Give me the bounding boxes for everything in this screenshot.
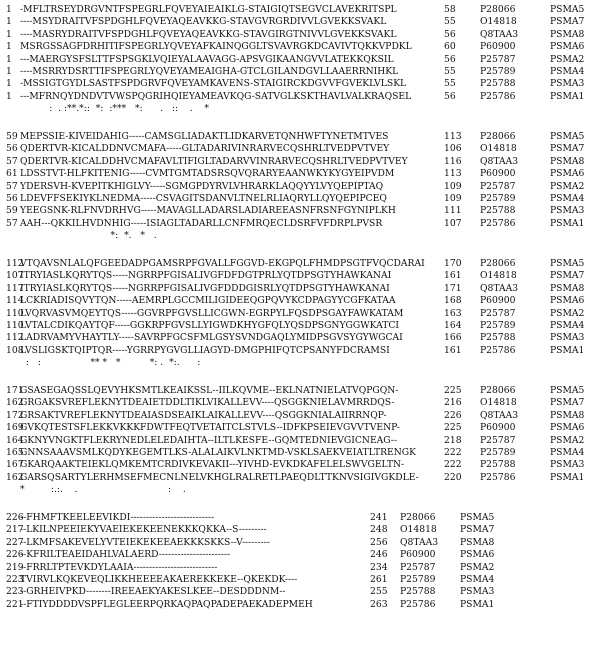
row-start-number: 165 (6, 447, 24, 458)
row-start-number: 107 (6, 270, 24, 282)
accession-id: P25787 (480, 180, 516, 192)
row-end-number: 220 (444, 471, 462, 483)
sequence-row (0, 599, 600, 610)
accession-id: P25788 (480, 332, 516, 344)
sequence-text: MEPSSIE-KIVEIDAHIG-----CAMSGLIADAKTLIDKARVETQNHWFTYNETMTVES (20, 131, 389, 142)
row-start-number: 167 (6, 459, 24, 471)
sequence-text: GRGAKSVREFLEKNYTDEAIETDDLTIKLVIKALLEVV----QSGGKNIELAVMRRDQS- (20, 397, 395, 409)
protein-name: PSMA1 (550, 217, 585, 229)
row-start-number: 61 (6, 168, 18, 180)
protein-name: PSMA4 (550, 447, 585, 458)
accession-id: P25786 (400, 598, 436, 610)
row-start-number: 59 (6, 131, 18, 142)
accession-id: P25787 (480, 307, 516, 319)
row-end-number: 241 (370, 512, 388, 523)
sequence-row (0, 295, 600, 306)
protein-name: PSMA1 (460, 598, 495, 610)
accession-id: P28066 (480, 258, 516, 269)
accession-id: O14818 (480, 143, 517, 155)
row-end-number: 168 (444, 295, 462, 307)
row-end-number: 234 (370, 561, 388, 573)
row-end-number: 106 (444, 143, 462, 155)
row-start-number: 223 (6, 574, 24, 585)
row-start-number: 57 (6, 155, 18, 167)
protein-name: PSMA5 (550, 4, 585, 15)
protein-name: PSMA6 (550, 41, 585, 53)
sequence-text: YEEGSNK-RLFNVDRHVG-----MAVAGLLADARSLADIAREEASNFRSNFGYNIPLKH (20, 205, 396, 217)
row-end-number: 55 (444, 78, 456, 90)
sequence-row (0, 397, 600, 408)
row-end-number: 225 (444, 385, 462, 396)
protein-name: PSMA7 (550, 270, 585, 282)
row-end-number: 166 (444, 332, 462, 344)
sequence-text: VTQAVSNLALQFGEEDADPGAMSRPFGVALLFGGVD-EKGPQLFHMDPSGTFVQCDARAI (20, 258, 425, 269)
row-start-number: 221 (6, 598, 24, 610)
sequence-row (0, 29, 600, 40)
sequence-row (0, 320, 600, 331)
protein-name: PSMA7 (550, 143, 585, 155)
accession-id: O14818 (480, 397, 517, 409)
row-end-number: 109 (444, 180, 462, 192)
accession-id: Q8TAA3 (480, 409, 519, 421)
row-end-number: 170 (444, 258, 462, 269)
accession-id: P25788 (480, 459, 516, 471)
protein-name: PSMA5 (550, 258, 585, 269)
sequence-text: LVTALCDIKQAYTQF-----GGKRPFGVSLLYIGWDKHYGFQLYQSDPSGNYGGWKATCI (20, 320, 400, 331)
protein-name: PSMA8 (550, 409, 585, 421)
sequence-text: -MSSIGTGYDLSASTFSPDGRVFQVEYAMKAVENS-STAIGIRCKDGVVFGVEKLVLSKL (20, 78, 407, 90)
row-end-number: 60 (444, 41, 456, 53)
protein-name: PSMA7 (460, 524, 495, 536)
protein-name: PSMA5 (550, 131, 585, 142)
protein-name: PSMA2 (550, 53, 585, 65)
accession-id: P28066 (480, 385, 516, 396)
sequence-row (0, 345, 600, 356)
protein-name: PSMA6 (550, 422, 585, 434)
accession-id: P25786 (480, 471, 516, 483)
row-start-number: 227 (6, 536, 24, 548)
sequence-text: GKARQAAKTEIEKLQMKEMTCRDIVKEVAKII---YIVHD-EVKDKAFELELSWVGELTN- (20, 459, 405, 471)
protein-name: PSMA1 (550, 344, 585, 356)
sequence-row (0, 131, 600, 142)
sequence-row (0, 143, 600, 154)
protein-name: PSMA6 (460, 549, 495, 561)
protein-name: PSMA4 (550, 66, 585, 77)
sequence-row (0, 156, 600, 167)
protein-name: PSMA2 (550, 180, 585, 192)
row-end-number: 58 (444, 4, 456, 15)
sequence-text: --LKMFSAKEVELYVTEIEKEKEEAEKKKSKKS--V--------- (20, 536, 270, 548)
consensus-line: * :.:. . : . (20, 484, 186, 496)
sequence-text: ----MSYDRAITVFSPDGHLFQVEYAQEAVKKG-STAVGVRGRDIVVLGVEKKSVAKL (20, 16, 387, 28)
row-end-number: 256 (370, 536, 388, 548)
sequence-row (0, 91, 600, 102)
sequence-row (0, 459, 600, 470)
row-start-number: 110 (6, 320, 24, 331)
accession-id: P25787 (480, 434, 516, 446)
row-start-number: 59 (6, 205, 18, 217)
sequence-text: GKNYVNGKTFLEKRYNEDLELEDAIHTA--ILTLKESFE--GQMTEDNIEVGICNEAG-- (20, 434, 398, 446)
accession-id: P25786 (480, 217, 516, 229)
row-end-number: 113 (444, 131, 462, 142)
accession-id: P25789 (480, 193, 516, 204)
sequence-text: QDERTVR-KICALDDNVCMAFA-----GLTADARIVINRARVECQSHRLTVEDPVTVEY (20, 143, 390, 155)
row-end-number: 263 (370, 598, 388, 610)
sequence-row (0, 4, 600, 15)
accession-id: Q8TAA3 (480, 28, 519, 40)
sequence-text: LDEVFFSEKIYKLNEDMA-----CSVAGITSDANVLTNELRLIAQRYLLQYQEPIPCEQ (20, 193, 387, 204)
row-end-number: 161 (444, 270, 462, 282)
row-end-number: 113 (444, 168, 462, 180)
row-start-number: 117 (6, 282, 24, 294)
row-end-number: 218 (444, 434, 462, 446)
row-end-number: 164 (444, 320, 462, 331)
sequence-row (0, 168, 600, 179)
row-start-number: 57 (6, 217, 18, 229)
sequence-row (0, 422, 600, 433)
row-start-number: 56 (6, 143, 18, 155)
row-start-number: 164 (6, 434, 24, 446)
protein-name: PSMA1 (550, 471, 585, 483)
row-start-number: 1 (6, 16, 12, 28)
accession-id: O14818 (480, 270, 517, 282)
sequence-row (0, 435, 600, 446)
row-start-number: 1 (6, 78, 12, 90)
protein-name: PSMA3 (550, 78, 585, 90)
sequence-row (0, 512, 600, 523)
sequence-row (0, 78, 600, 89)
sequence-row (0, 472, 600, 483)
row-start-number: 219 (6, 561, 24, 573)
accession-id: P25788 (400, 586, 436, 598)
row-end-number: 163 (444, 307, 462, 319)
sequence-text: GRSAKTVREFLEKNYTDEAIASDSEAIKLAIKALLEVV----QSGGKNIALAIIRRNQP- (20, 409, 387, 421)
sequence-row (0, 205, 600, 216)
sequence-row (0, 181, 600, 192)
row-end-number: 225 (444, 422, 462, 434)
sequence-text: LDSSTVT-HLFKITENIG-----CVMTGMTADSRSQVQRARYEAANWKYKYGYEIPVDM (20, 168, 395, 180)
row-end-number: 246 (370, 549, 388, 561)
sequence-row (0, 54, 600, 65)
row-start-number: 112 (6, 258, 24, 269)
protein-name: PSMA2 (460, 561, 495, 573)
consensus-line: *: *. * . (20, 230, 183, 242)
sequence-text: -MFLTRSEYDRGVNTFSPEGRLFQVEYAIEAIKLG-STAIGIQTSEGVCLAVEKRITSPL (20, 4, 397, 15)
row-end-number: 109 (444, 193, 462, 204)
sequence-row (0, 586, 600, 597)
row-start-number: 57 (6, 180, 18, 192)
sequence-row (0, 562, 600, 573)
sequence-row (0, 218, 600, 229)
sequence-text: --FHMFTKEELEEVIKDI--------------------------- (20, 512, 215, 523)
accession-id: P60900 (400, 549, 436, 561)
row-start-number: 162 (6, 397, 24, 409)
row-end-number: 222 (444, 459, 462, 471)
accession-id: O14818 (400, 524, 437, 536)
row-end-number: 216 (444, 397, 462, 409)
accession-id: Q8TAA3 (480, 282, 519, 294)
accession-id: P25788 (480, 205, 516, 217)
row-end-number: 171 (444, 282, 462, 294)
accession-id: Q8TAA3 (480, 155, 519, 167)
protein-name: PSMA3 (460, 586, 495, 598)
row-start-number: 110 (6, 307, 24, 319)
sequence-text: LADRVAMYVHAYTLY-----SAVRPFGCSFMLGSYSVNDGAQLYMIDPSGVSYGYWGCAI (20, 332, 403, 344)
protein-name: PSMA5 (550, 385, 585, 396)
sequence-text: LCKRIADISQVYTQN-----AEMRPLGCCMILIGIDEEQGPQVYKCDPAGYYCGFKATAA (20, 295, 396, 307)
protein-name: PSMA4 (460, 574, 495, 585)
protein-name: PSMA8 (550, 282, 585, 294)
protein-name: PSMA3 (550, 459, 585, 471)
row-end-number: 55 (444, 66, 456, 77)
sequence-text: GSASEGAQSSLQEVYHKSMTLKEAIKSSL--IILKQVME--EKLNATNIELATVQPGQN- (20, 385, 399, 396)
protein-name: PSMA3 (550, 332, 585, 344)
row-end-number: 55 (444, 16, 456, 28)
sequence-text: GNNSAAAVSMLKQDYKEGEMTLKS-ALALAIKVLNKTMD-VSKLSAEKVEIATLTRENGK (20, 447, 416, 458)
sequence-text: YDERSVH-KVEPITKHIGLVY-----SGMGPDYRVLVHRARKLAQQYYLVYQEPIPTAQ (20, 180, 384, 192)
row-end-number: 56 (444, 28, 456, 40)
protein-name: PSMA5 (460, 512, 495, 523)
sequence-row (0, 537, 600, 548)
row-start-number: 172 (6, 409, 24, 421)
sequence-text: LVQRVASVMQEYTQS-----GGVRPFGVSLLICGWN-EGRPYLFQSDPSGAYFAWKATAM (20, 307, 404, 319)
sequence-text: --KFRILTEAEIDAHLVALAERD----------------------- (20, 549, 231, 561)
row-start-number: 1 (6, 28, 12, 40)
row-start-number: 112 (6, 332, 24, 344)
row-start-number: 1 (6, 53, 12, 65)
sequence-text: ----MASRYDRAITVFSPDGHLFQVEYAQEAVKKG-STAVGIRGTNIVVLGVEKKSVAKL (20, 28, 397, 40)
row-start-number: 56 (6, 193, 18, 204)
row-end-number: 56 (444, 90, 456, 102)
row-start-number: 162 (6, 471, 24, 483)
consensus-line: : . :**.*:: *: :*** *: . :: . * (20, 103, 209, 115)
sequence-text: QDERTVR-KICALDDHVCMAFAVLTIFIGLTADARVVINRARVECQSHRLTVEDPVTVEY (20, 155, 408, 167)
sequence-row (0, 16, 600, 27)
row-end-number: 255 (370, 586, 388, 598)
accession-id: P25787 (400, 561, 436, 573)
sequence-row (0, 193, 600, 204)
row-end-number: 56 (444, 53, 456, 65)
protein-name: PSMA2 (550, 434, 585, 446)
accession-id: P25787 (480, 53, 516, 65)
sequence-row (0, 283, 600, 294)
sequence-row (0, 41, 600, 52)
accession-id: Q8TAA3 (400, 536, 439, 548)
protein-name: PSMA8 (550, 155, 585, 167)
accession-id: P60900 (480, 422, 516, 434)
accession-id: P28066 (400, 512, 436, 523)
protein-name: PSMA2 (550, 307, 585, 319)
sequence-text: ---MAERGYSFSLTTFSPSGKLVQIEYALAAVAGG-APSVGIKAANGVVLATEKKQKSIL (20, 53, 394, 65)
row-end-number: 161 (444, 344, 462, 356)
sequence-text: ---MFRNQYDNDVTVWSPQGRIHQIEYAMEAVKQG-SATVGLKSKTHAVLVALKRAQSEL (20, 90, 412, 102)
row-start-number: 171 (6, 385, 24, 396)
sequence-row (0, 549, 600, 560)
sequence-text: --LKILNPEEIEKYVAEIEKEKEENEKKKQKKA--S--------- (20, 524, 267, 536)
sequence-text: GARSQSARTYLERHMSEFMECNLNELVKHGLRALRETLPAEQDLTTKNVSIGIVGKDLE- (20, 471, 419, 483)
protein-name: PSMA1 (550, 90, 585, 102)
sequence-text: --FTIYDDDDVSPFLEGLEERPQRKAQPAQPADEPAEKADEPMEH (20, 598, 313, 610)
sequence-row (0, 66, 600, 77)
row-start-number: 1 (6, 90, 12, 102)
sequence-row (0, 385, 600, 396)
sequence-text: --FRRLTPTEVKDYLAAIA--------------------------- (20, 561, 218, 573)
sequence-text: ----MSRRYDSRTTIFSPEGRLYQVEYAMEAIGHA-GTCLGILANDGVLLAAERRNIHKL (20, 66, 399, 77)
row-end-number: 248 (370, 524, 388, 536)
accession-id: O14818 (480, 16, 517, 28)
row-end-number: 222 (444, 447, 462, 458)
accession-id: P28066 (480, 4, 516, 15)
sequence-text: ITRYIASLKQRYTQS-----NGRRPFGISALIVGFDDDGISRLYQTDPSGTYHAWKANAI (20, 282, 390, 294)
row-start-number: 217 (6, 524, 24, 536)
row-start-number: 169 (6, 422, 24, 434)
accession-id: P28066 (480, 131, 516, 142)
protein-name: PSMA7 (550, 397, 585, 409)
sequence-row (0, 308, 600, 319)
row-end-number: 116 (444, 155, 462, 167)
protein-name: PSMA7 (550, 16, 585, 28)
row-start-number: 114 (6, 295, 24, 307)
row-start-number: 108 (6, 344, 24, 356)
sequence-row (0, 410, 600, 421)
protein-name: PSMA6 (550, 168, 585, 180)
accession-id: P60900 (480, 41, 516, 53)
sequence-row (0, 332, 600, 343)
sequence-text: MSRGSSAGFDRHITIFSPEGRLYQVEYAFKAINQGGLTSVAVRGKDCAVIVTQKKVPDKL (20, 41, 412, 53)
sequence-row (0, 258, 600, 269)
accession-id: P25786 (480, 90, 516, 102)
row-start-number: 1 (6, 4, 12, 15)
sequence-row (0, 447, 600, 458)
sequence-text: GVKQTESTSFLEKKVKKKFDWTFEQTVETAITCLSTVLS--IDFKPSEIEVGVVTVENP- (20, 422, 400, 434)
sequence-text: ITRYIASLKQRYTQS-----NGRRPFGISALIVGFDFDGTPRLYQTDPSGTYHAWKANAI (20, 270, 392, 282)
protein-name: PSMA4 (550, 320, 585, 331)
sequence-row (0, 524, 600, 535)
sequence-text: --GRHEIVPKD--------IREEAEKYAKESLKEE--DESDDDNM-- (20, 586, 286, 598)
row-start-number: 1 (6, 41, 12, 53)
consensus-line: : : ** * * *: . *:. : (20, 357, 201, 369)
accession-id: P25786 (480, 344, 516, 356)
accession-id: P25789 (480, 66, 516, 77)
protein-name: PSMA8 (460, 536, 495, 548)
row-start-number: 1 (6, 66, 12, 77)
accession-id: P25789 (480, 320, 516, 331)
accession-id: P25789 (480, 447, 516, 458)
row-end-number: 226 (444, 409, 462, 421)
row-start-number: 226 (6, 549, 24, 561)
sequence-row (0, 574, 600, 585)
accession-id: P25789 (400, 574, 436, 585)
sequence-text: LVSLIGSKTQIPTQR-----YGRRPYGVGLLIAGYD-DMGPHIFQTCPSANYFDCRAMSI (20, 344, 390, 356)
row-end-number: 261 (370, 574, 388, 585)
protein-name: PSMA4 (550, 193, 585, 204)
protein-name: PSMA6 (550, 295, 585, 307)
row-start-number: 226 (6, 512, 24, 523)
accession-id: P25788 (480, 78, 516, 90)
sequence-row (0, 270, 600, 281)
accession-id: P60900 (480, 168, 516, 180)
row-start-number: 223 (6, 586, 24, 598)
sequence-text: AAH---QKKILHVDNHIG-----ISIAGLTADARLLCNFMRQECLDSRFVFDRPLPVSR (20, 217, 383, 229)
sequence-text: TVIRVLKQKEVEQLIKKHEEEEAKAEREKKEKE--QKEKDK---- (20, 574, 298, 585)
protein-name: PSMA8 (550, 28, 585, 40)
row-end-number: 111 (444, 205, 462, 217)
accession-id: P60900 (480, 295, 516, 307)
row-end-number: 107 (444, 217, 462, 229)
protein-name: PSMA3 (550, 205, 585, 217)
